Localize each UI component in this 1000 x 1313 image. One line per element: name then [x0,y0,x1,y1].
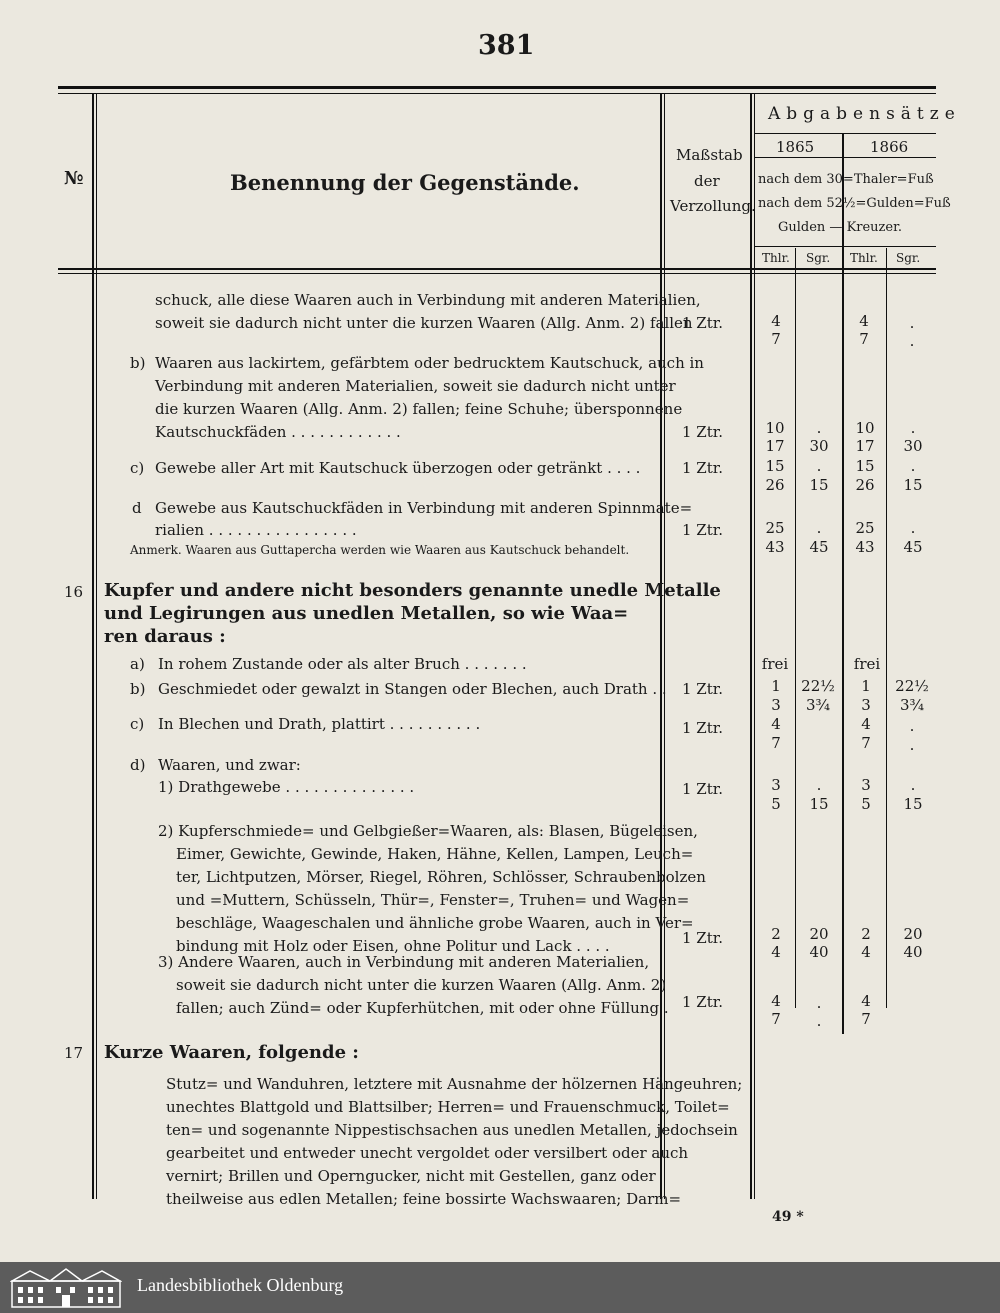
header-bottom-rule-thin [58,273,936,274]
header-year-1866: 1866 [870,138,909,156]
rate-cell: 25 [765,519,785,537]
rate-cell: 17 [855,437,875,455]
rate-cell: . [909,736,915,754]
header-subrule-2 [755,157,936,158]
text-line: ten= und sogenannte Nippestischsachen aus unedlen Metallen, jedochsein [166,1121,738,1139]
rate-cell: . [816,419,822,437]
rate-cell: 7 [859,330,869,348]
rate-cell: 25 [855,519,875,537]
text-line: 3) Andere Waaren, auch in Verbindung mit anderen Materialien, [158,953,650,971]
col-divider-text-thin [664,94,665,1199]
header-col-sgr-65: Sgr. [806,251,831,265]
measure-cell: 1 Ztr. [682,314,724,332]
header-massstab-2: der [694,172,720,190]
rate-cell: 5 [861,795,871,813]
rate-cell: 20 [903,925,923,943]
header-bottom-rule [58,268,936,270]
text-line: schuck, alle diese Waaren auch in Verbindung mit anderen Materialien, [155,291,701,309]
rate-cell: frei [853,655,881,673]
rate-cell: 26 [765,476,785,494]
rate-cell: 3¾ [805,696,831,714]
measure-cell: 1 Ztr. [682,680,724,698]
text-line: Gewebe aller Art mit Kautschuck überzogen oder getränkt . . . . [155,459,641,477]
item-label: a) [130,655,145,673]
rate-cell: . [816,776,822,794]
measure-cell: 1 Ztr. [682,423,724,441]
rate-cell: . [909,717,915,735]
rate-cell: . [909,332,915,350]
rate-cell: 45 [903,538,923,556]
header-fuss-1: nach dem 30=Thaler=Fuß [758,172,934,187]
text-line: gearbeitet und entweder unecht vergoldet oder versilbert oder auch [166,1144,689,1162]
rate-cell: 3 [861,776,871,794]
rate-cell: . [909,314,915,332]
rate-cell: 4 [771,943,781,961]
rate-cell: 40 [903,943,923,961]
rate-cell: 10 [855,419,875,437]
header-subrule-1 [755,133,936,134]
rate-cell: 3 [771,776,781,794]
text-line: Eimer, Gewichte, Gewinde, Haken, Hähne, Kellen, Lampen, Leuch= [176,845,694,863]
item-label: d) [130,756,146,774]
text-line: Verbindung mit anderen Materialien, soweit sie dadurch nicht unter [155,377,676,395]
text-line: die kurzen Waaren (Allg. Anm. 2) fallen; feine Schuhe; übersponnene [155,400,683,418]
rate-cell: 26 [855,476,875,494]
col-divider-measure-thin [754,94,755,1199]
text-line: Stutz= und Wanduhren, letztere mit Ausnahme der hölzernen Hängeuhren; [166,1075,743,1093]
text-line: beschläge, Waageschalen und ähnliche grobe Waaren, auch in Ver= [176,914,694,932]
rate-cell: 4 [771,312,781,330]
rate-cell: 10 [765,419,785,437]
section-heading: und Legirungen aus unedlen Metallen, so wie Waa= [104,603,629,624]
rate-cell: 17 [765,437,785,455]
rate-cell: 20 [809,925,829,943]
text-line: soweit sie dadurch nicht unter die kurzen Waaren (Allg. Anm. 2) [176,976,667,994]
text-line: 2) Kupferschmiede= und Gelbgießer=Waaren, als: Blasen, Bügeleisen, [158,822,698,840]
col-divider-year [842,134,844,1034]
rate-cell: 43 [765,538,785,556]
rate-cell: 4 [861,943,871,961]
col-divider-nr-thin [96,94,97,1199]
rate-cell: . [816,994,822,1012]
rate-cell: 3¾ [899,696,925,714]
text-line: Kautschuckfäden . . . . . . . . . . . . [155,423,401,441]
header-col-thlr-65: Thlr. [762,251,790,265]
text-line: ter, Lichtputzen, Mörser, Riegel, Röhren, Schlösser, Schraubenbolzen [176,868,706,886]
rate-cell: frei [761,655,789,673]
item-label: c) [130,459,145,477]
text-line: Waaren aus lackirtem, gefärbtem oder bedrucktem Kautschuck, auch in [155,354,704,372]
text-line: unechtes Blattgold und Blattsilber; Herren= und Frauenschmuck, Toilet= [166,1098,730,1116]
col-divider-text [660,94,662,1199]
header-col-thlr-66: Thlr. [850,251,878,265]
rate-cell: 22½ [895,677,929,695]
rate-cell: 15 [903,476,923,494]
rate-cell: . [910,419,916,437]
rate-cell: 4 [771,715,781,733]
rate-cell: 3 [771,696,781,714]
header-abgabensaetze: Abgabensätze [768,104,961,124]
rate-cell: 30 [903,437,923,455]
rate-cell: . [910,519,916,537]
rate-cell: 15 [809,476,829,494]
rate-cell: 15 [855,457,875,475]
rate-cell: . [910,457,916,475]
rate-cell: . [816,457,822,475]
measure-cell: 1 Ztr. [682,521,724,539]
item-label: b) [130,354,146,372]
rate-cell: 2 [771,925,781,943]
header-fuss-2: nach dem 52½=Gulden=Fuß [758,196,951,211]
rate-cell: 7 [771,1010,781,1028]
item-label: c) [130,715,145,733]
header-units: Gulden — Kreuzer. [778,220,903,235]
text-line: soweit sie dadurch nicht unter die kurzen Waaren (Allg. Anm. 2) fallen [155,314,693,332]
text-line: fallen; auch Zünd= oder Kupferhütchen, mit oder ohne Füllung . [176,999,669,1017]
rate-cell: 15 [765,457,785,475]
rate-cell: 30 [809,437,829,455]
rate-cell: 7 [861,1010,871,1028]
rate-cell: . [910,776,916,794]
text-line: In Blechen und Drath, plattirt . . . . . . . . . . [158,715,481,733]
rate-cell: 2 [861,925,871,943]
page-signature: 49 * [772,1209,804,1225]
rate-cell: 4 [859,312,869,330]
library-name: Landesbibliothek Oldenburg [137,1275,344,1295]
text-line: theilweise aus edlen Metallen; feine bossirte Wachswaaren; Darm= [166,1190,682,1208]
measure-cell: 1 Ztr. [682,459,724,477]
item-label: d [132,499,142,517]
library-building-icon [10,1267,122,1309]
rate-cell: 45 [809,538,829,556]
header-col-sgr-66: Sgr. [896,251,921,265]
section-heading: Kurze Waaren, folgende : [104,1042,359,1063]
page-number: 381 [478,30,535,61]
rate-cell: 7 [771,734,781,752]
text-line: bindung mit Holz oder Eisen, ohne Politur und Lack . . . . [176,937,610,955]
top-rule [58,86,936,89]
section-heading: Kupfer und andere nicht besonders genannte unedle Metalle [104,580,721,601]
text-line: Gewebe aus Kautschuckfäden in Verbindung mit anderen Spinnmate= [155,499,693,517]
header-title: Benennung der Gegenstände. [230,170,580,195]
text-line: Waaren, und zwar: [158,756,301,774]
rate-cell: 7 [861,734,871,752]
col-divider-measure [750,94,752,1199]
rate-cell: . [816,519,822,537]
rate-cell: 4 [861,715,871,733]
text-line: In rohem Zustande oder als alter Bruch . . . . . . . [158,655,527,673]
rate-cell: 7 [771,330,781,348]
text-line: vernirt; Brillen und Operngucker, nicht mit Gestellen, ganz oder [166,1167,656,1185]
top-rule-thin [58,93,936,94]
rate-cell: 40 [809,943,829,961]
section-number: 17 [64,1044,84,1062]
item-label: b) [130,680,146,698]
rate-cell: 5 [771,795,781,813]
measure-cell: 1 Ztr. [682,719,724,737]
text-line: rialien . . . . . . . . . . . . . . . . [155,521,357,539]
rate-cell: 3 [861,696,871,714]
rate-cell: 22½ [801,677,835,695]
text-line: 1) Drathgewebe . . . . . . . . . . . . . . [158,778,415,796]
col-divider-nr [92,94,94,1199]
header-subrule-3 [755,246,936,247]
rate-cell: 4 [861,992,871,1010]
text-line: und =Muttern, Schüsseln, Thür=, Fenster=, Truhen= und Wagen= [176,891,690,909]
header-year-1865: 1865 [776,138,815,156]
col-divider-sgr66 [886,248,887,1008]
col-divider-sgr65 [795,248,796,1008]
rate-cell: 15 [809,795,829,813]
rate-cell: 43 [855,538,875,556]
header-massstab-1: Maßstab [676,146,743,164]
measure-cell: 1 Ztr. [682,993,724,1011]
rate-cell: . [816,1012,822,1030]
library-footer-bar [0,1262,1000,1313]
measure-cell: 1 Ztr. [682,929,724,947]
section-number: 16 [64,583,84,601]
text-line: Geschmiedet oder gewalzt in Stangen oder Blechen, auch Drath . . [158,680,667,698]
rate-cell: 15 [903,795,923,813]
rate-cell: 4 [771,992,781,1010]
annotation-note: Anmerk. Waaren aus Guttapercha werden wie Waaren aus Kautschuck behandelt. [130,543,630,557]
header-massstab-3: Verzollung. [670,197,756,215]
rate-cell: 1 [861,677,871,695]
measure-cell: 1 Ztr. [682,780,724,798]
header-nr: № [64,168,84,189]
section-heading: ren daraus : [104,626,226,647]
rate-cell: 1 [771,677,781,695]
